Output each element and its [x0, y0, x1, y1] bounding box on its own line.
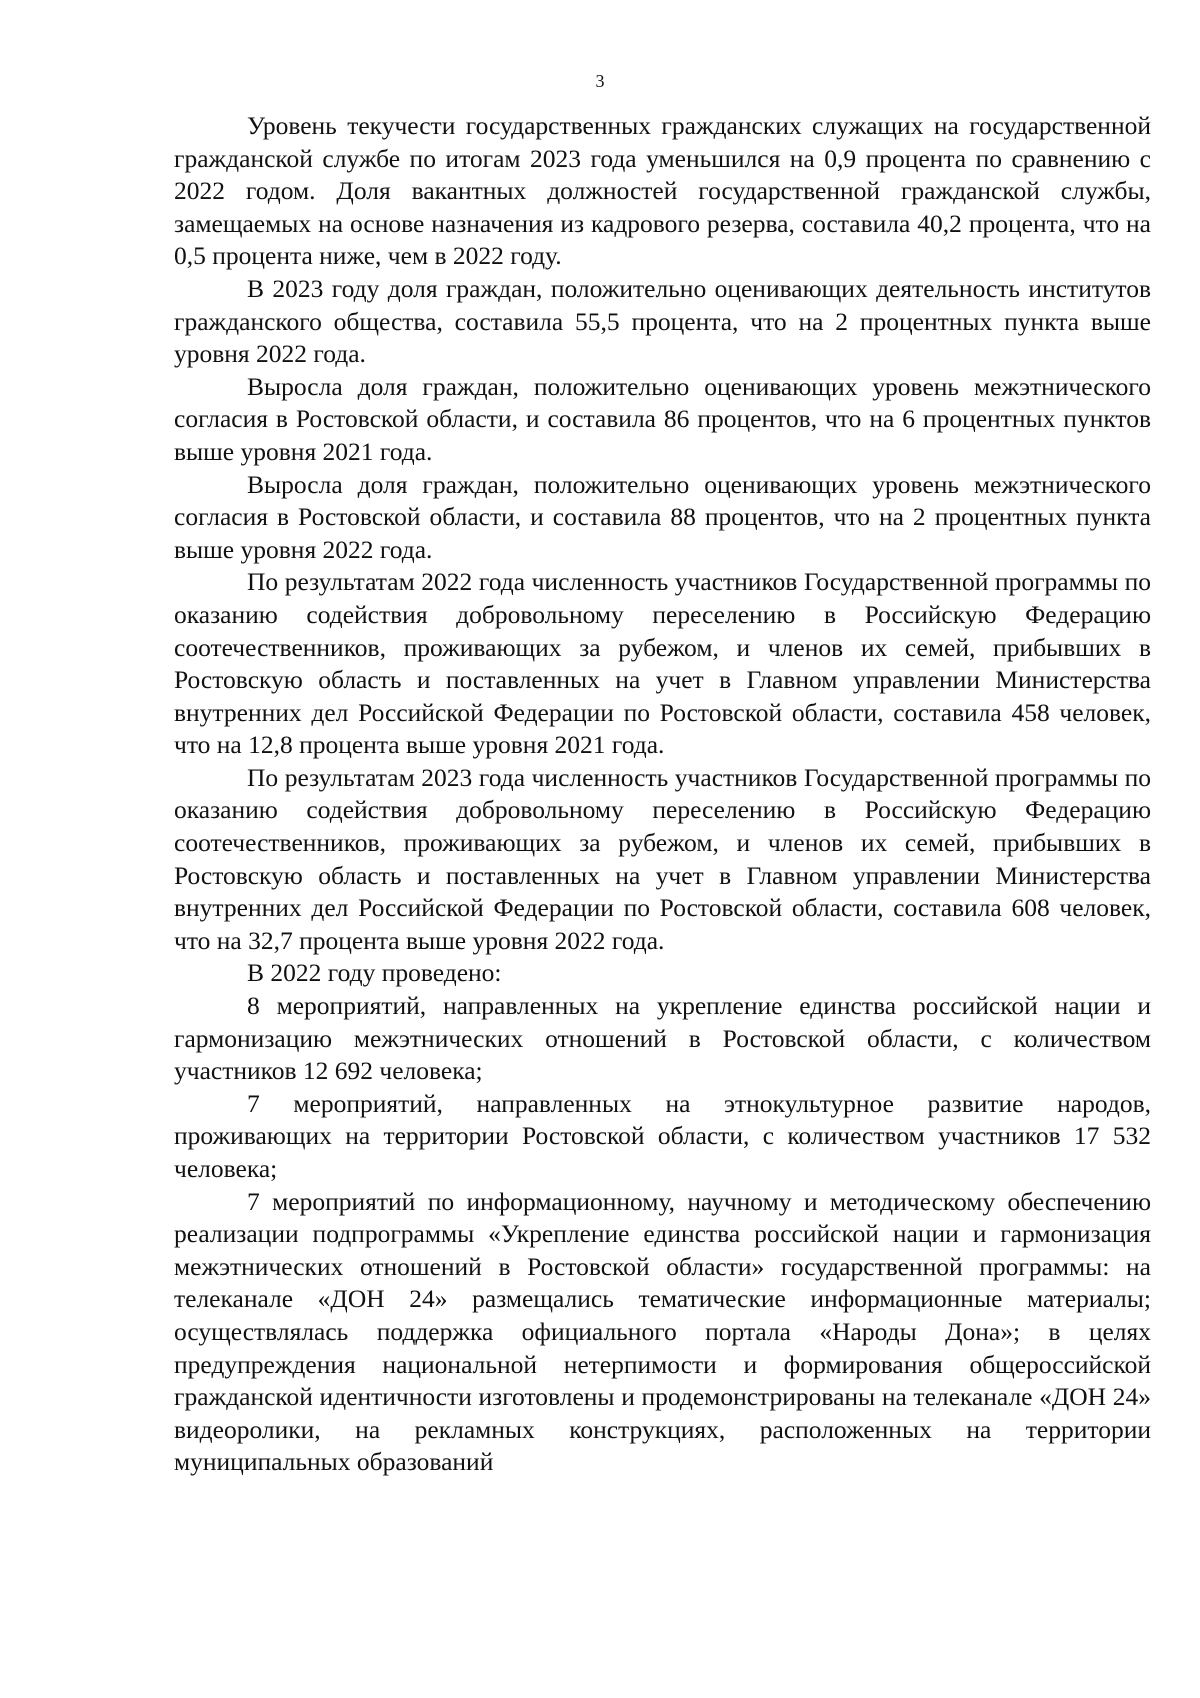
- paragraph-resettlement-2022: По результатам 2022 года численность участников Государственной программы по оказанию содействия добровольному переселению в Российскую Федерацию соотечественников, проживающих за рубежом, и членов их семей, прибывших в Ростовскую область и поставленных на учет в Главном управлении Министерства внутренних дел Российской Федерации по Ростовской области, составила 458 человек, что на 12,8 процента выше уровня 2021 года.: [174, 567, 1151, 760]
- paragraph-events-ethnocultural: 7 мероприятий, направленных на этнокультурное развитие народов, проживающих на территории Ростовской области, с количеством участников 17 532 человека;: [174, 1088, 1151, 1183]
- paragraph-interethnic-consent-2022: Выросла доля граждан, положительно оценивающих уровень межэтнического согласия в Ростовской области, и составила 88 процентов, что на 2 процентных пункта выше уровня 2022 года.: [174, 469, 1151, 564]
- paragraph-staff-turnover: Уровень текучести государственных гражданских служащих на государственной гражданской службе по итогам 2023 года уменьшился на 0,9 процента по сравнению с 2022 годом. Доля вакантных должностей государственной гражданской службы, замещаемых на основе назначения из кадрового резерва, составила 40,2 процента, что на 0,5 процента ниже, чем в 2022 году.: [174, 111, 1151, 271]
- paragraph-civil-society-rating: В 2023 году доля граждан, положительно оценивающих деятельность институтов гражданского общества, составила 55,5 процента, что на 2 процентных пункта выше уровня 2022 года.: [174, 273, 1151, 369]
- document-body: [174, 110, 1151, 1479]
- paragraph-events-unity: 8 мероприятий, направленных на укрепление единства российской нации и гармонизацию межэтнических отношений в Ростовской области, с количеством участников 12 692 человека;: [174, 991, 1151, 1086]
- paragraph-interethnic-consent-2021: Выросла доля граждан, положительно оценивающих уровень межэтнического согласия в Ростовской области, и составила 86 процентов, что на 6 процентных пунктов выше уровня 2021 года.: [174, 371, 1151, 466]
- paragraph-resettlement-2023: По результатам 2023 года численность участников Государственной программы по оказанию содействия добровольному переселению в Российскую Федерацию соотечественников, проживающих за рубежом, и членов их семей, прибывших в Ростовскую область и поставленных на учет в Главном управлении Министерства внутренних дел Российской Федерации по Ростовской области, составила 608 человек, что на 32,7 процента выше уровня 2022 года.: [174, 762, 1151, 955]
- paragraph-events-intro: В 2022 году проведено:: [247, 958, 502, 988]
- page-number: 3: [595, 71, 605, 91]
- paragraph-events-information: 7 мероприятий по информационному, научному и методическому обеспечению реализации подпрограммы «Укрепление единства российской нации и гармонизация межэтнических отношений в Ростовской области» государственной программы: на телеканале «ДОН 24» размещались тематические информационные материалы; осуществлялась поддержка официального портала «Народы Дона»; в целях предупреждения национальной нетерпимости и формирования общероссийской гражданской идентичности изготовлены и продемонстрированы на телеканале «ДОН 24» видеоролики, на рекламных конструкциях, расположенных на территории муниципальных образований: [174, 1186, 1151, 1477]
